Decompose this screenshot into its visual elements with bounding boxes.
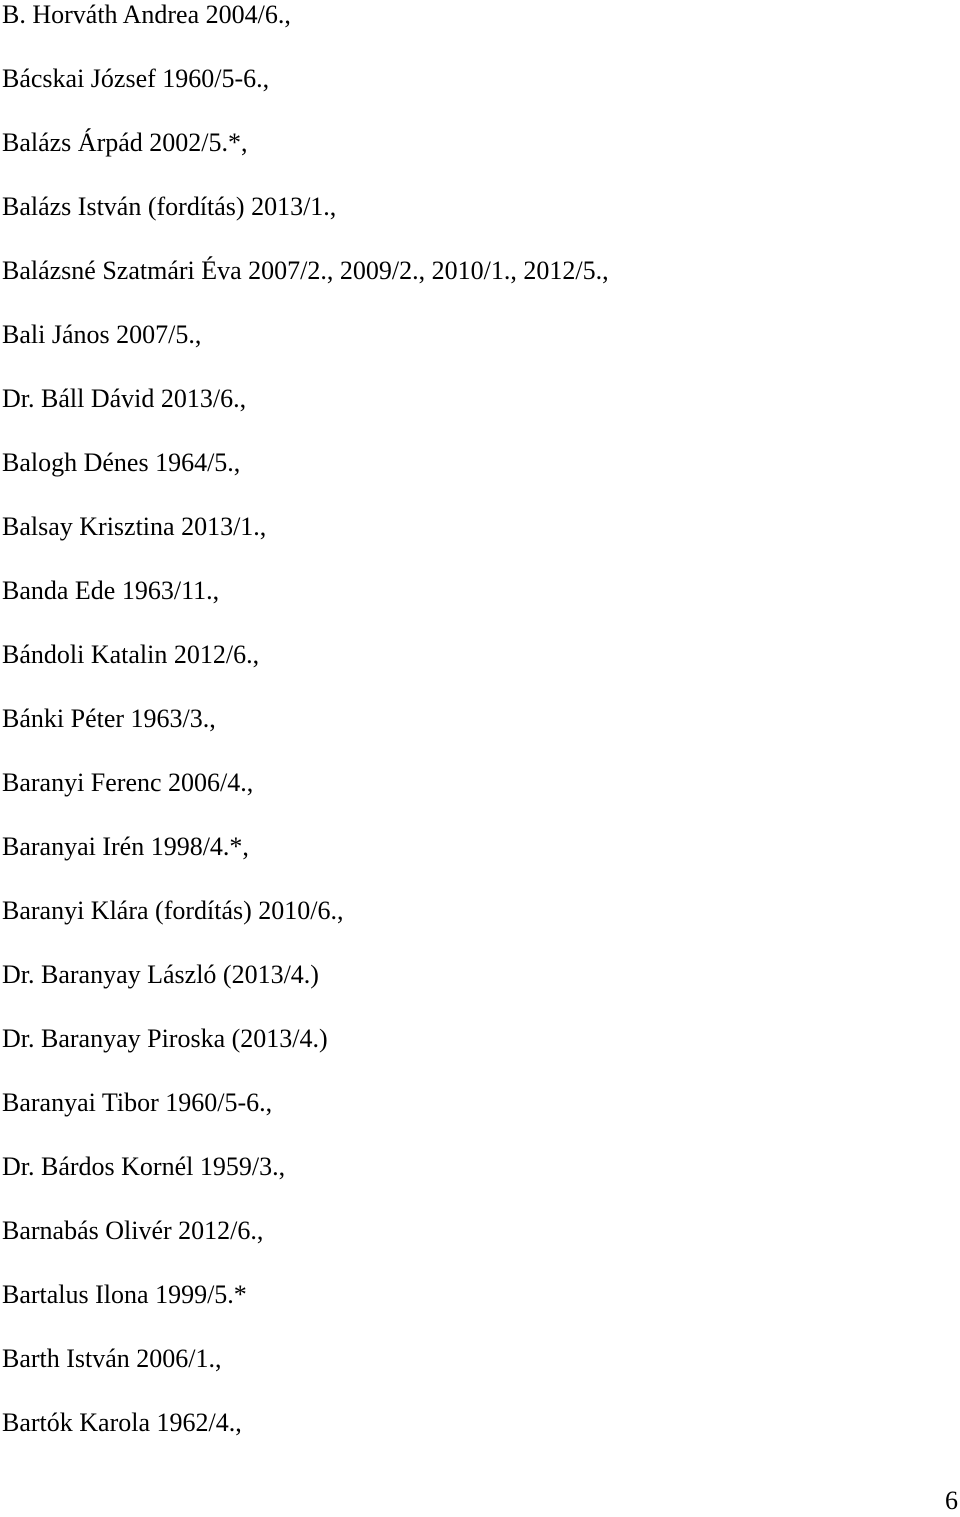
author-entry: Bánki Péter 1963/3., bbox=[2, 704, 216, 733]
author-entry: Barnabás Olivér 2012/6., bbox=[2, 1216, 264, 1245]
author-entry: Baranyi Ferenc 2006/4., bbox=[2, 768, 254, 797]
author-entry: Bácskai József 1960/5-6., bbox=[2, 64, 270, 93]
author-entry: Balázs Árpád 2002/5.*, bbox=[2, 128, 248, 157]
author-entry: Dr. Baranyay Piroska (2013/4.) bbox=[2, 1024, 328, 1053]
author-index-list bbox=[2, 0, 609, 1473]
author-entry: Balázs István (fordítás) 2013/1., bbox=[2, 192, 337, 221]
author-entry: B. Horváth Andrea 2004/6., bbox=[2, 0, 291, 29]
author-entry: Baranyi Klára (fordítás) 2010/6., bbox=[2, 896, 344, 925]
author-entry: Bali János 2007/5., bbox=[2, 320, 202, 349]
author-entry: Dr. Báll Dávid 2013/6., bbox=[2, 384, 247, 413]
author-entry: Bartalus Ilona 1999/5.* bbox=[2, 1280, 247, 1309]
author-entry: Bándoli Katalin 2012/6., bbox=[2, 640, 260, 669]
author-entry: Banda Ede 1963/11., bbox=[2, 576, 220, 605]
author-entry: Dr. Baranyay László (2013/4.) bbox=[2, 960, 319, 989]
author-entry: Dr. Bárdos Kornél 1959/3., bbox=[2, 1152, 286, 1181]
author-entry: Baranyai Irén 1998/4.*, bbox=[2, 832, 249, 861]
author-entry: Baranyai Tibor 1960/5-6., bbox=[2, 1088, 273, 1117]
author-entry: Barth István 2006/1., bbox=[2, 1344, 222, 1373]
author-entry: Bartók Karola 1962/4., bbox=[2, 1408, 242, 1437]
author-entry: Balogh Dénes 1964/5., bbox=[2, 448, 241, 477]
author-entry: Balázsné Szatmári Éva 2007/2., 2009/2., 2010/1., 2012/5., bbox=[2, 256, 609, 285]
page-number: 6 bbox=[945, 1486, 958, 1515]
author-entry: Balsay Krisztina 2013/1., bbox=[2, 512, 267, 541]
